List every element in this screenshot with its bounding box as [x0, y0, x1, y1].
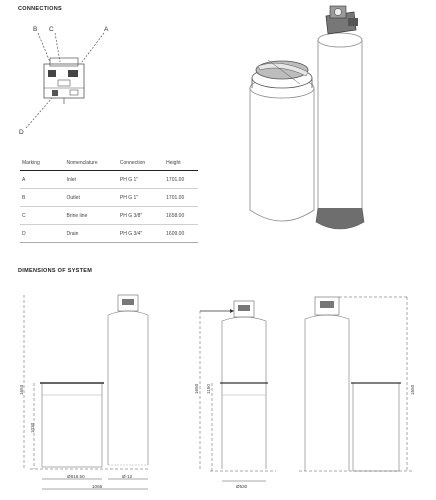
table-cell: Brine line [65, 207, 118, 225]
dimensions-heading: DIMENSIONS OF SYSTEM [18, 268, 93, 274]
table-row [20, 171, 198, 189]
table-cell: PH G 3/4" [118, 225, 164, 243]
side-width-label: Ø530 [236, 484, 248, 489]
table-cell: Outlet [65, 189, 118, 207]
table-header-connection: Connection [118, 158, 164, 171]
table-cell: PH G 1" [118, 189, 164, 207]
table-header-height: Height [164, 158, 198, 171]
table-header-marking: Marking [20, 158, 65, 171]
table-cell: PH G 1" [118, 171, 164, 189]
table-cell: 1701.00 [164, 189, 198, 207]
table-cell: 1701.00 [164, 171, 198, 189]
front-total-height-label: 1653 [19, 384, 24, 395]
side-view-drawing [170, 285, 280, 500]
connections-heading: CONNECTIONS [18, 6, 62, 12]
front-width-label: 1065 [92, 484, 103, 489]
valve-connection-diagram [0, 0, 130, 150]
side-height-1-label: 1650 [194, 383, 199, 394]
table-row [20, 189, 198, 207]
marker-a: A [104, 26, 109, 33]
table-cell: D [20, 225, 65, 243]
table-cell: C [20, 207, 65, 225]
front-gap-label: Ø-12 [122, 474, 133, 479]
side-height-2-label: 1150 [206, 384, 211, 394]
front-brine-height-label: 1030 [30, 422, 35, 433]
right-view-drawing [295, 285, 425, 500]
system-isometric-illustration [230, 0, 430, 250]
table-cell: A [20, 171, 65, 189]
table-row [20, 225, 198, 243]
table-cell: PH G 3/8" [118, 207, 164, 225]
marker-d: D [19, 129, 24, 136]
table-cell: Inlet [65, 171, 118, 189]
table-cell: Drain [65, 225, 118, 243]
table-cell: 1609.00 [164, 225, 198, 243]
table-header-nomenclature: Nomenclature [65, 158, 118, 171]
table-cell: 1658.00 [164, 207, 198, 225]
marker-c: C [49, 26, 54, 33]
table-row [20, 207, 198, 225]
front-tank-diameter-label: Ø818.50 [67, 474, 85, 479]
table-header-row [20, 158, 198, 171]
marker-b: B [33, 26, 38, 33]
table-cell: B [20, 189, 65, 207]
right-height-label: 1650 [410, 384, 415, 395]
connections-table [20, 158, 198, 243]
